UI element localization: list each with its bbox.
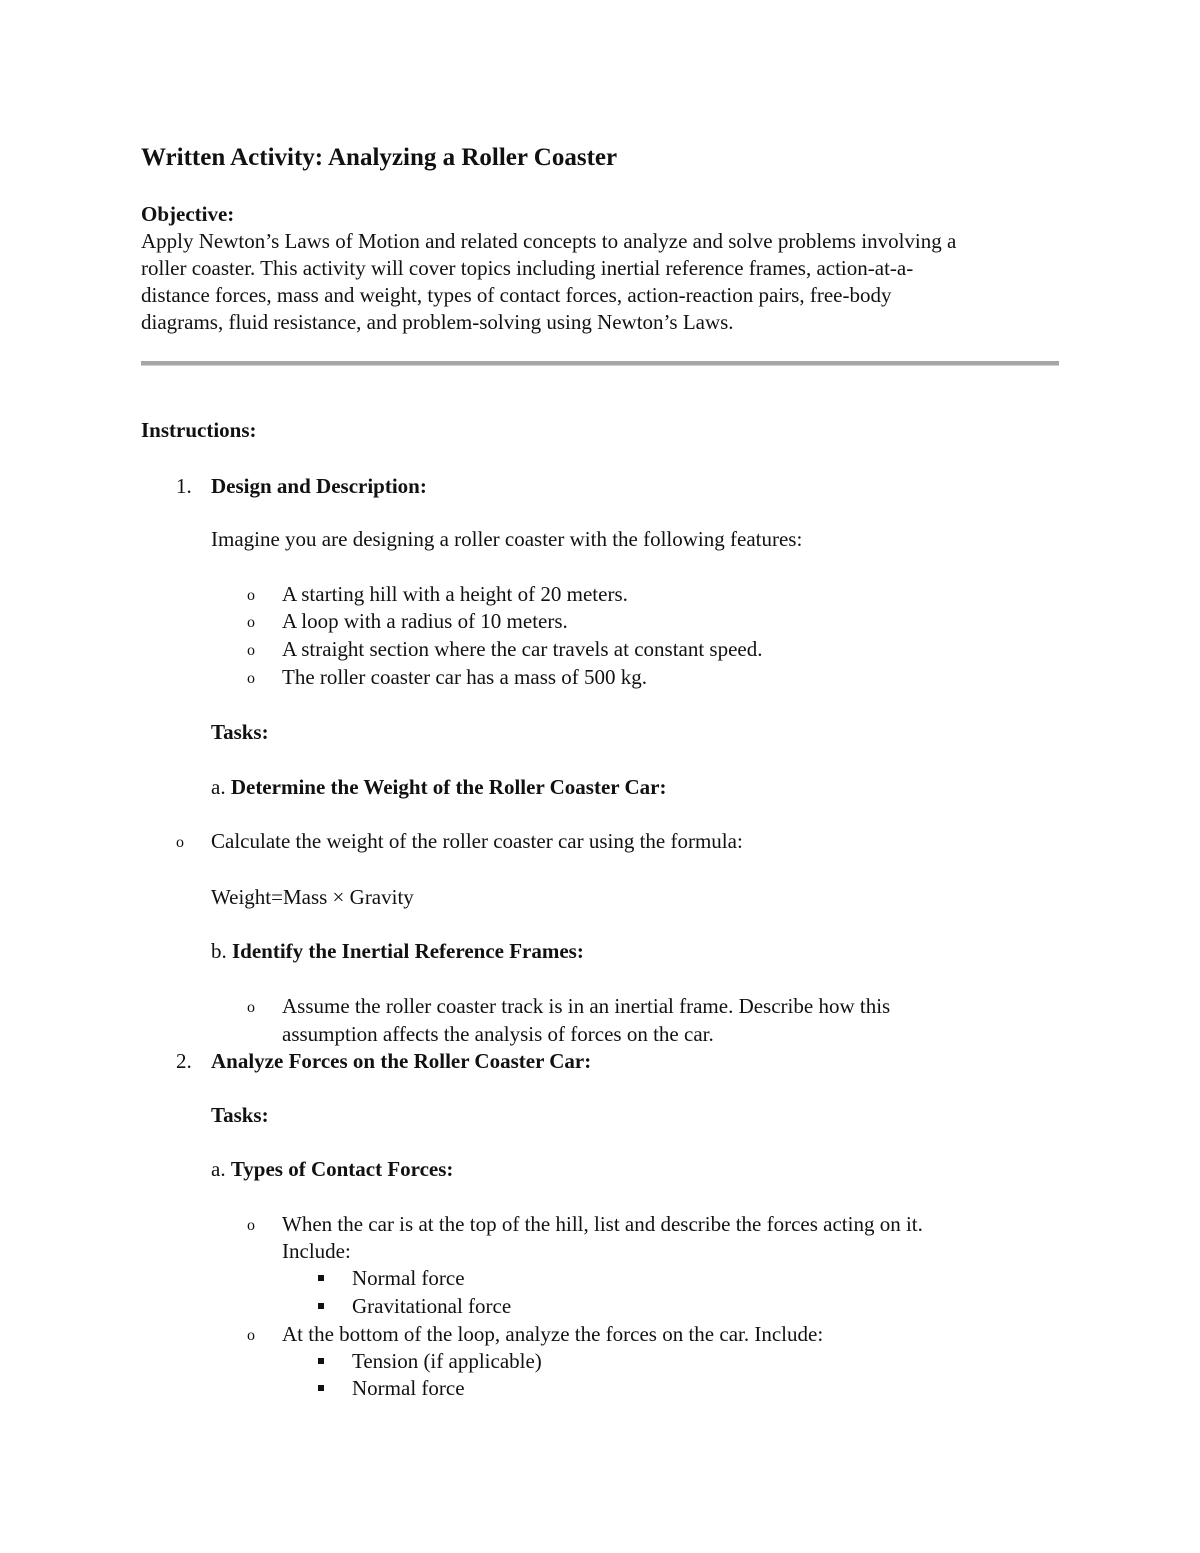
item-number: 1. [176, 474, 192, 498]
sub-item: Normal force [352, 1376, 465, 1400]
formula: Weight=Mass × Gravity [211, 885, 414, 909]
bullet-square-icon [318, 1275, 324, 1281]
item-intro: Imagine you are designing a roller coaster with the following features: [211, 527, 803, 551]
task-line: Calculate the weight of the roller coaster car using the formula: [211, 829, 743, 853]
task-letter: a. [211, 1157, 226, 1181]
page-title: Written Activity: Analyzing a Roller Coaster [141, 144, 618, 171]
item-heading: Analyze Forces on the Roller Coaster Car: [211, 1049, 592, 1073]
bullet-circle-icon: o [247, 587, 255, 604]
feature-item: A straight section where the car travels at constant speed. [282, 637, 763, 661]
task-heading [211, 1155, 453, 1183]
objective-heading: Objective: [141, 202, 235, 226]
bullet-circle-icon: o [247, 642, 255, 659]
objective-line: roller coaster. This activity will cover topics including inertial reference frames, action-at-a- [141, 256, 914, 280]
item-heading: Design and Description: [211, 474, 427, 498]
tasks-label: Tasks: [211, 1103, 269, 1127]
bullet-circle-icon: o [247, 1217, 255, 1234]
section-divider [141, 361, 1059, 366]
feature-item: The roller coaster car has a mass of 500 kg. [282, 665, 648, 689]
sub-item: Tension (if applicable) [352, 1349, 542, 1373]
feature-item: A loop with a radius of 10 meters. [282, 609, 568, 633]
objective-line: Apply Newton’s Laws of Motion and related concepts to analyze and solve problems involving a [141, 229, 957, 253]
bullet-circle-icon: o [247, 999, 255, 1016]
sub-item: Gravitational force [352, 1294, 512, 1318]
task-title: Identify the Inertial Reference Frames: [232, 939, 584, 963]
sub-item: Normal force [352, 1266, 465, 1290]
item-number: 2. [176, 1049, 192, 1073]
feature-item: A starting hill with a height of 20 meters. [282, 582, 628, 606]
task-line: At the bottom of the loop, analyze the forces on the car. Include: [282, 1322, 824, 1346]
instructions-heading: Instructions: [141, 418, 257, 442]
bullet-square-icon [318, 1358, 324, 1364]
task-letter: a. [211, 775, 226, 799]
task-heading [211, 937, 584, 965]
task-title: Determine the Weight of the Roller Coaster Car: [230, 775, 667, 799]
bullet-square-icon [318, 1385, 324, 1391]
bullet-square-icon [318, 1303, 324, 1309]
objective-line: diagrams, fluid resistance, and problem-solving using Newton’s Laws. [141, 310, 734, 334]
objective-line: distance forces, mass and weight, types of contact forces, action-reaction pairs, free-body [141, 283, 892, 307]
task-heading [211, 773, 666, 801]
tasks-label: Tasks: [211, 720, 269, 744]
bullet-circle-icon: o [247, 670, 255, 687]
task-line: assumption affects the analysis of forces on the car. [282, 1022, 714, 1046]
task-title: Types of Contact Forces: [230, 1157, 454, 1181]
bullet-circle-icon: o [247, 614, 255, 631]
task-line: Assume the roller coaster track is in an inertial frame. Describe how this [282, 994, 891, 1018]
bullet-circle-icon: o [176, 834, 184, 851]
bullet-circle-icon: o [247, 1327, 255, 1344]
task-letter: b. [211, 939, 227, 963]
task-line: When the car is at the top of the hill, list and describe the forces acting on it. [282, 1212, 923, 1236]
task-line: Include: [282, 1239, 351, 1263]
